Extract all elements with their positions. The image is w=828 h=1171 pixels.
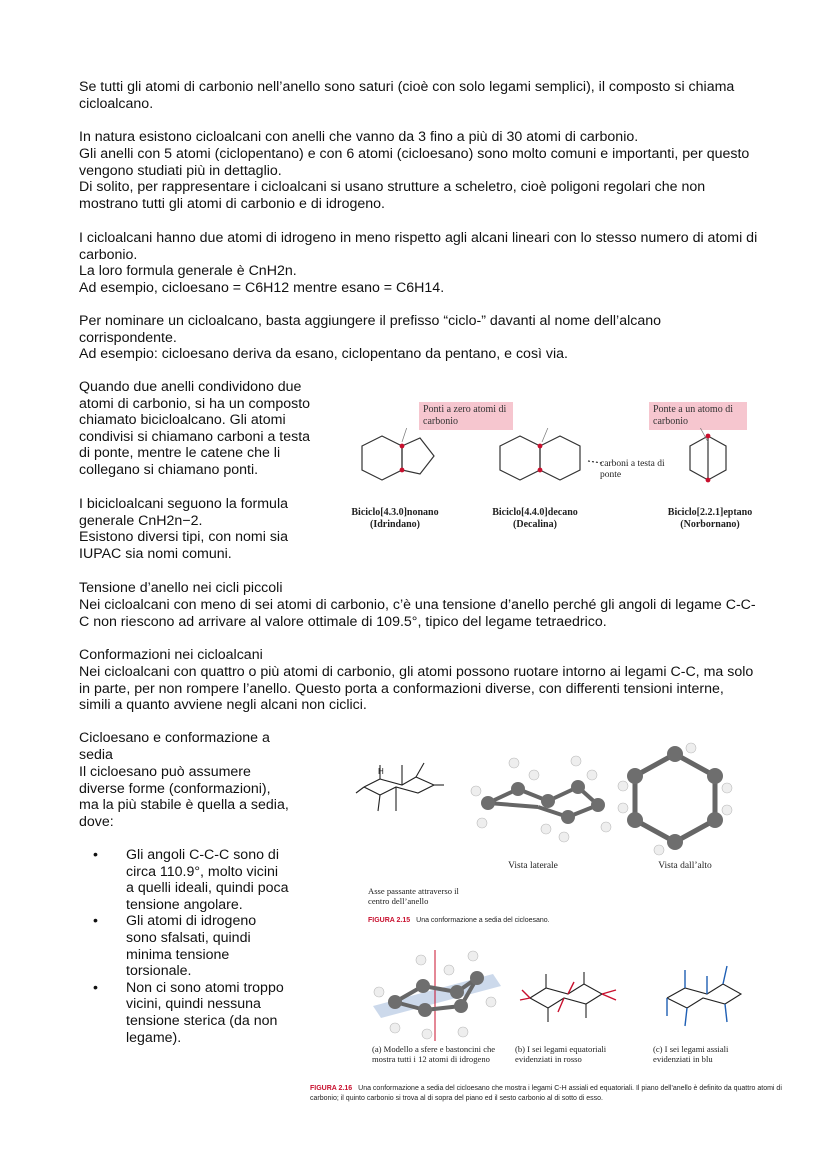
mol3-common: (Norbornano) bbox=[680, 519, 740, 530]
figure-2-16b-caption: (b) I sei legami equatoriali evidenziati in rosso bbox=[515, 1044, 607, 1064]
mol1-name: Biciclo[4.3.0]nonano bbox=[351, 507, 439, 518]
paragraph-common-rings: Gli anelli con 5 atomi (ciclopentano) e con 6 atomi (cicloesano) sono molto comuni e importanti, per questo vengono studiati più in dettaglio. bbox=[79, 146, 750, 179]
paragraph-bicyclo: Quando due anelli condividono due atomi di carbonio, si ha un composto chiamato bicicloalcano. Gli atomi condivisi si chiamano carboni a testa di ponte, mentre le catene che li collegano si chiamano ponti. bbox=[79, 379, 311, 478]
heading-conformations: Conformazioni nei cicloalcani bbox=[79, 647, 263, 663]
decalin-ring-left bbox=[500, 436, 540, 480]
decalin-ring-right bbox=[540, 436, 580, 480]
hydrogen-label: H bbox=[378, 767, 384, 776]
paragraph-naming-example: Ad esempio: cicloesano deriva da esano, ciclopentano da pentano, e così via. bbox=[79, 346, 568, 362]
mol3-name: Biciclo[2.2.1]eptano bbox=[667, 507, 753, 518]
list-item: • Non ci sono atomi troppo vicini, quindi nessuna tensione sterica (da non legame). bbox=[79, 980, 289, 1046]
figure-caption-text: Una conformazione a sedia del cicloesano. bbox=[416, 917, 550, 924]
mol1-common: (Idrindano) bbox=[369, 519, 420, 530]
figure-2-16-caption bbox=[310, 1084, 810, 1103]
bridgehead-atom bbox=[706, 434, 711, 439]
bicyclo-structures bbox=[340, 428, 780, 508]
chair-top-view-model bbox=[615, 740, 735, 860]
bridgehead-atom bbox=[706, 478, 711, 483]
paragraph-nature: In natura esistono cicloalcani con anelli che vanno da 3 fino a più di 30 atomi di carbonio. bbox=[79, 129, 639, 145]
chair-side-view-model bbox=[468, 745, 618, 845]
chair-axial-bonds bbox=[655, 960, 755, 1035]
axis-note: Asse passante attraverso il centro dell’anello bbox=[368, 886, 459, 906]
paragraph-saturated: Se tutti gli atomi di carbonio nell’anello sono saturi (cioè con solo legami semplici), il composto si chiama cicloalcano. bbox=[79, 79, 735, 112]
paragraph-formula: La loro formula generale è CnH2n. bbox=[79, 263, 297, 279]
list-item: • Gli angoli C-C-C sono di circa 110.9°, molto vicini a quelli ideali, quindi poca tensione angolare. bbox=[79, 847, 289, 913]
bridgehead-atom bbox=[538, 444, 543, 449]
paragraph-conformations: Nei cicloalcani con quattro o più atomi di carbonio, gli atomi possono ruotare intorno ai legami C-C, ma solo in parte, per non rompere l’anello. Questo porta a conformazioni diverse, con differenti tensioni interne, simili a quanto avviene negli alcani non ciclici. bbox=[79, 664, 754, 714]
list-item: • Gli atomi di idrogeno sono sfalsati, quindi minima tensione torsionale. bbox=[79, 913, 289, 979]
paragraph-example: Ad esempio, cicloesano = C6H12 mentre esano = C6H14. bbox=[79, 280, 445, 296]
heading-ring-strain: Tensione d’anello nei cicli piccoli bbox=[79, 580, 283, 596]
callout-one-bridge: Ponte a un atomo di carbonio bbox=[649, 402, 747, 430]
paragraph-bicyclo-formula: I bicicloalcani seguono la formula generale CnH2n−2. bbox=[79, 496, 288, 529]
mol2-name: Biciclo[4.4.0]decano bbox=[492, 507, 578, 518]
idrindane-pentagon bbox=[402, 438, 434, 474]
heading-chair: Cicloesano e conformazione a sedia bbox=[79, 730, 270, 763]
chair-hydrogen-diagram bbox=[350, 745, 450, 835]
top-view-label: Vista dall’alto bbox=[658, 861, 712, 871]
paragraph-bicyclo-names: Esistono diversi tipi, con nomi sia IUPAC sia nomi comuni. bbox=[79, 529, 288, 562]
paragraph-hydrogens: I cicloalcani hanno due atomi di idrogeno in meno rispetto agli alcani lineari con lo stesso numero di atomi di carbonio. bbox=[79, 230, 758, 263]
paragraph-ring-strain: Nei cicloalcani con meno di sei atomi di carbonio, c’è una tensione d’anello perché gli angoli di legame C-C-C non riescono ad arrivare al valore ottimale di 109.5°, tipico del legame tetraedrico. bbox=[79, 597, 756, 630]
figure-2-16c-caption: (c) I sei legami assiali evidenziati in blu bbox=[653, 1044, 729, 1064]
figure-label: FIGURA 2.15 bbox=[368, 917, 411, 924]
mol2-common: (Decalina) bbox=[513, 519, 557, 530]
callout-zero-bridges: Ponti a zero atomi di carbonio bbox=[419, 402, 513, 430]
figure-caption-text: Una conformazione a sedia del cicloesano che mostra i legami C-H assiali ed equatoriali. Il piano dell’anello è definito da quattro atomi di carbonio; il quinto carbonio si trova al di sopra del piano ed il sesto carbonio al di sotto di esso. bbox=[310, 1085, 782, 1102]
figure-2-15-caption bbox=[368, 917, 550, 924]
figure-label: FIGURA 2.16 bbox=[310, 1085, 353, 1092]
chair-properties-list bbox=[79, 847, 289, 1046]
bridgehead-atom bbox=[538, 468, 543, 473]
idrindane-hexagon bbox=[362, 436, 402, 480]
side-view-label: Vista laterale bbox=[508, 861, 558, 871]
bridgehead-atom bbox=[400, 444, 405, 449]
chair-ball-and-stick bbox=[365, 948, 505, 1043]
chair-equatorial-bonds bbox=[516, 968, 626, 1028]
bridgehead-atom bbox=[400, 468, 405, 473]
bridgehead-label: carboni a testa di ponte bbox=[600, 459, 665, 480]
figure-2-16a-caption: (a) Modello a sfere e bastoncini che mostra tutti i 12 atomi di idrogeno bbox=[372, 1044, 496, 1064]
paragraph-naming: Per nominare un cicloalcano, basta aggiungere il prefisso “ciclo-” davanti al nome dell’alcano corrispondente. bbox=[79, 313, 662, 346]
paragraph-skeletal: Di solito, per rappresentare i cicloalcani si usano strutture a scheletro, cioè poligoni regolari che non mostrano tutti gli atomi di carbonio e di idrogeno. bbox=[79, 179, 706, 212]
paragraph-chair: Il cicloesano può assumere diverse forme (conformazioni), ma la più stabile è quella a sedia, dove: bbox=[79, 764, 289, 830]
